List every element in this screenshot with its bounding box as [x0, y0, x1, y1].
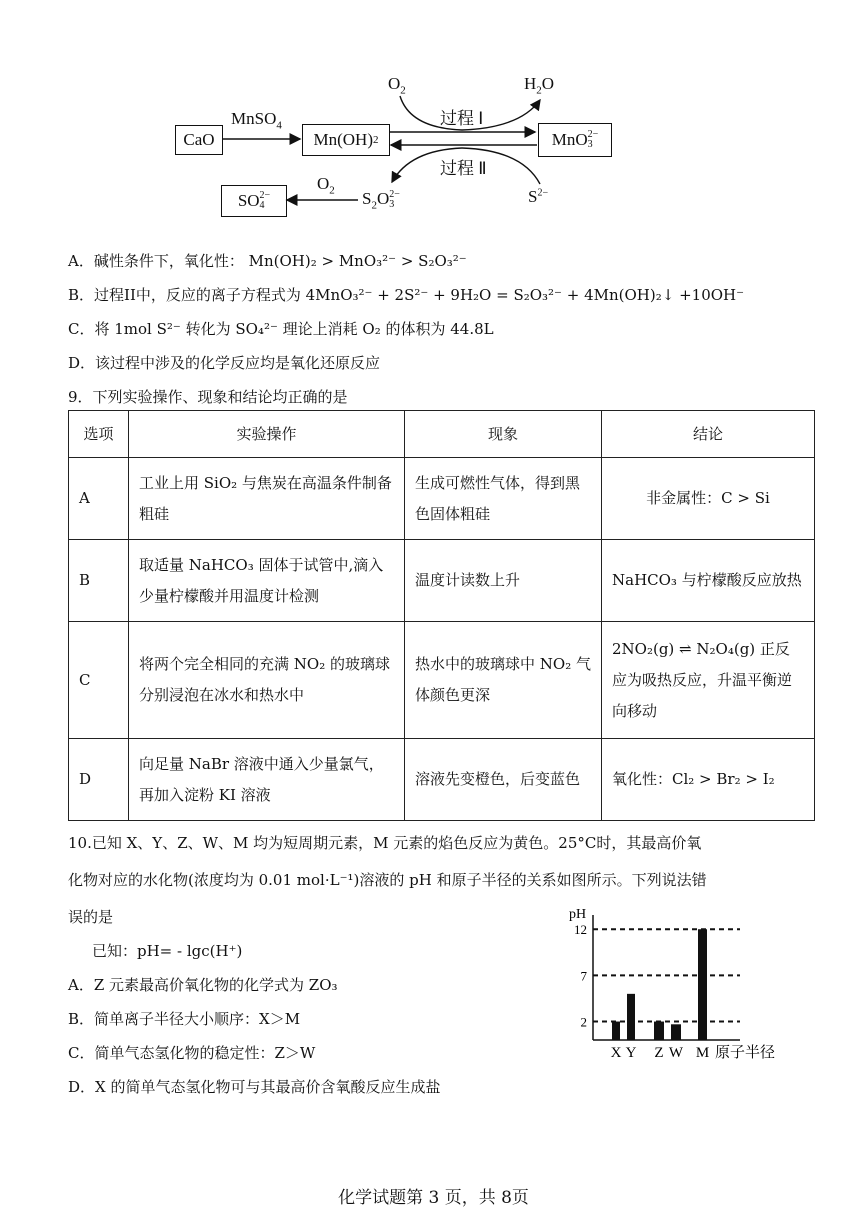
mno3-box: MnO 2− 3 [538, 123, 612, 157]
q9-stem: 9．下列实验操作、现象和结论均正确的是 [68, 388, 348, 406]
bar-Y [627, 994, 635, 1040]
cell-phenomenon: 热水中的玻璃球中 NO₂ 气体颜色更深 [405, 622, 602, 739]
cell-conclusion: 非金属性：C > Si [602, 458, 815, 540]
q10-option-c: C．简单气态氢化物的稳定性：Z＞W [68, 1044, 316, 1062]
q10-line-1: 10.已知 X、Y、Z、W、M 均为短周期元素，M 元素的焰色反应为黄色。25°C时，其最高价氧 [68, 834, 702, 852]
header-phenomenon: 现象 [405, 411, 602, 458]
x-tick-label: W [668, 1045, 684, 1061]
x-axis-label: 原子半径 [715, 1043, 776, 1061]
y-tick-label: 12 [574, 922, 587, 938]
x-tick-label: Y [625, 1045, 637, 1061]
cell-phenomenon: 温度计读数上升 [405, 540, 602, 622]
cell-option: C [69, 622, 129, 739]
process1-label: 过程 Ⅰ [440, 109, 484, 128]
bar-X [612, 1022, 620, 1040]
table-row [69, 458, 815, 540]
q8-option-c: C．将 1mol S²⁻ 转化为 SO₄²⁻ 理论上消耗 O₂ 的体积为 44.8L [68, 320, 494, 338]
experiment-table [68, 410, 815, 821]
q8-option-d: D．该过程中涉及的化学反应均是氧化还原反应 [68, 354, 381, 372]
s2-label: $S^{2-}$ [528, 187, 549, 206]
o2-bottom-label: $O_2$ [317, 174, 335, 197]
cell-operation: 向足量 NaBr 溶液中通入少量氯气，再加入淀粉 KI 溶液 [129, 739, 405, 821]
diagram-arrows [0, 0, 867, 240]
cell-conclusion: 氧化性：Cl₂ > Br₂ > I₂ [602, 739, 815, 821]
q10-line-3: 误的是 [68, 908, 114, 926]
bar-Z [654, 1022, 664, 1040]
x-tick-label: M [695, 1045, 710, 1061]
bar-M [698, 929, 707, 1040]
cell-operation: 取适量 NaHCO₃ 固体于试管中,滴入少量柠檬酸并用温度计检测 [129, 540, 405, 622]
x-tick-label: X [610, 1045, 622, 1061]
y-tick-label: 7 [580, 968, 587, 984]
q10-line-2: 化物对应的水化物(浓度均为 0.01 mol·L⁻¹)溶液的 pH 和原子半径的关系如图所示。下列说法错 [68, 871, 707, 889]
process2-label: 过程 Ⅱ [440, 159, 487, 178]
cell-operation: 将两个完全相同的充满 NO₂ 的玻璃球分别浸泡在冰水和热水中 [129, 622, 405, 739]
bar-W [671, 1024, 681, 1040]
s2o3-label: $S_2O$ 2− 3 [362, 189, 400, 212]
ph-radius-chart [560, 905, 800, 1065]
header-operation: 实验操作 [129, 411, 405, 458]
x-tick-label: Z [654, 1045, 664, 1061]
header-option: 选项 [69, 411, 129, 458]
cell-phenomenon: 生成可燃性气体，得到黑色固体粗硅 [405, 458, 602, 540]
y-axis-label: pH [569, 907, 587, 922]
q10-known: 已知：pH= - lgc(H⁺) [92, 942, 243, 960]
table-row [69, 622, 815, 739]
cell-option: D [69, 739, 129, 821]
cell-phenomenon: 溶液先变橙色，后变蓝色 [405, 739, 602, 821]
cell-conclusion: 2NO₂(g) ⇌ N₂O₄(g) 正反应为吸热反应，升温平衡逆向移动 [602, 622, 815, 739]
q10-option-a: A．Z 元素最高价氧化物的化学式为 ZO₃ [68, 976, 338, 994]
cell-conclusion: NaHCO₃ 与柠檬酸反应放热 [602, 540, 815, 622]
h2o-label: $H_2O$ [524, 74, 555, 97]
cao-box: CaO [175, 125, 223, 155]
cell-option: B [69, 540, 129, 622]
header-conclusion: 结论 [602, 411, 815, 458]
q10-option-b: B．简单离子半径大小顺序：X＞M [68, 1010, 301, 1028]
table-row [69, 540, 815, 622]
mnoh2-box: Mn(OH) 2 [302, 124, 390, 156]
cell-operation: 工业上用 SiO₂ 与焦炭在高温条件制备粗硅 [129, 458, 405, 540]
mnso4-label: MnSO$_4$ [231, 109, 282, 132]
so4-box: SO 2− 4 [221, 185, 287, 217]
cell-option: A [69, 458, 129, 540]
page-footer: 化学试题第 3 页，共 8页 [338, 1188, 529, 1208]
q10-option-d: D．X 的简单气态氢化物可与其最高价含氧酸反应生成盐 [68, 1078, 441, 1096]
q8-option-b: B．过程II中，反应的离子方程式为 4MnO₃²⁻ + 2S²⁻ + 9H₂O = S₂O₃²⁻ + 4Mn(OH)₂↓ +10OH⁻ [68, 286, 745, 304]
table-row [69, 739, 815, 821]
q8-option-a: A．碱性条件下，氧化性： Mn(OH)₂ > MnO₃²⁻ > S₂O₃²⁻ [68, 252, 467, 270]
o2-top-label: $O_2$ [388, 74, 406, 97]
y-tick-label: 2 [580, 1014, 587, 1030]
